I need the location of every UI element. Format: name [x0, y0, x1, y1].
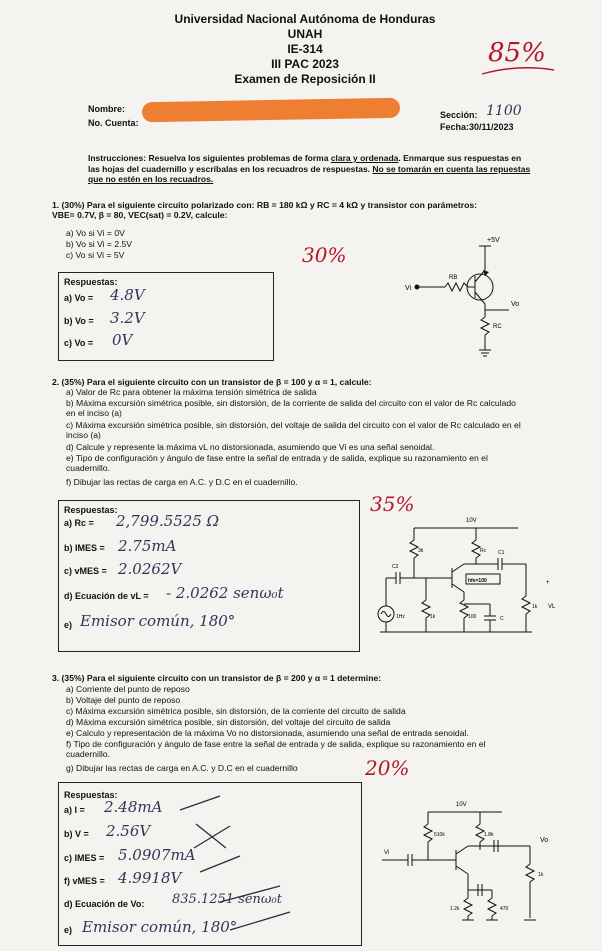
- q2-rl-label: 1k: [532, 604, 538, 610]
- date-label: Fecha:30/11/2023: [440, 122, 514, 132]
- q3-vo-label: Vo: [540, 837, 549, 844]
- q3-answer-c: 5.0907mA: [118, 846, 196, 864]
- q3-label-f: f) vMES =: [64, 876, 105, 886]
- q2-answer-c: 2.0262V: [118, 560, 182, 578]
- q2-vl-label: VL: [548, 604, 556, 610]
- q3-item-a: a) Corriente del punto de reposo: [66, 684, 190, 694]
- q1-item-b: b) Vo si Vi = 2.5V: [66, 239, 133, 249]
- q3-answer-f: 4.9918V: [118, 869, 182, 887]
- q3-vi-label: Vi: [384, 850, 390, 856]
- q3-title: 3. (35%) Para el siguiente circuito con un transistor de β = 200 y α = 1 determine:: [52, 673, 382, 683]
- q1-label-a: a) Vo =: [64, 293, 94, 303]
- q1-label-b: b) Vo =: [64, 316, 94, 326]
- q2-answer-d: - 2.0262 senω₀t: [166, 584, 284, 602]
- q2-item-c: c) Máxima excursión simétrica posible, sin distorsión, del voltaje de salida del circuito con el valor de Rc calculado en el inciso (a): [66, 420, 521, 441]
- redaction-mark: [142, 98, 400, 122]
- q2-label-b: b) IMES =: [64, 543, 105, 553]
- q2-re-label: 100: [468, 614, 477, 620]
- section-value: 1100: [486, 103, 522, 119]
- q2-c1-label: C1: [498, 550, 505, 556]
- q3-answer-a: 2.48mA: [104, 798, 163, 816]
- university-title: Universidad Nacional Autónoma de Honduras: [174, 12, 436, 26]
- q2-label-d: d) Ecuación de vL =: [64, 591, 149, 601]
- q3-item-e: e) Calculo y representación de la máxima Vo no distorsionada, asumiendo una señal de entrada senoidal.: [66, 728, 469, 738]
- q3-label-d: d) Ecuación de Vo:: [64, 899, 145, 909]
- q1-rb-label: RB: [449, 275, 458, 281]
- q3-label-a: a) I =: [64, 805, 85, 815]
- instructions: Instrucciones: Resuelva los siguientes problemas de forma clara y ordenada. Enmarque sus respuestas en las hojas del cuadernillo y escríbalas en los recuadros de respuestas. No se tomarán en cuenta las repuestas que no estén en los recuadros.: [88, 153, 531, 184]
- q1-item-c: c) Vo si Vi = 5V: [66, 250, 125, 260]
- exam-title: Examen de Reposición II: [234, 72, 376, 86]
- period-label: III PAC 2023: [271, 57, 339, 71]
- q1-supply-label: +5V: [487, 237, 500, 244]
- q3-item-c: c) Máxima excursión simétrica posible, sin distorsión, de la corriente del circuito de salida: [66, 706, 406, 716]
- q3-rc-label: 1.8k: [484, 832, 494, 838]
- q2-item-b: b) Máxima excursión simétrica posible, sin distorsión, de la corriente de salida del circuito con el valor de Rc calculado en el inciso (a): [66, 398, 516, 419]
- q1-answer-c: 0V: [112, 331, 133, 349]
- q3-answer-e: Emisor común, 180°: [82, 918, 238, 936]
- q1-answers-title: Respuestas:: [64, 277, 118, 287]
- section-label: Sección:: [440, 110, 478, 120]
- q2-answer-a: 2,799.5525 Ω: [116, 512, 220, 530]
- course-code: IE-314: [287, 42, 323, 56]
- q3-label-e: e): [64, 925, 73, 935]
- q1-circuit: [405, 232, 545, 362]
- q1-label-c: c) Vo =: [64, 338, 94, 348]
- q3-label-c: c) IMES =: [64, 853, 105, 863]
- q3-answer-d: 835.1251 senω₀t: [172, 892, 282, 907]
- q2-answers-title: Respuestas:: [64, 505, 118, 515]
- q1-rc-label: RC: [493, 324, 502, 330]
- q2-c2-label: C2: [392, 564, 399, 570]
- q2-rc-label: Rc: [480, 548, 487, 554]
- grading-marks: [160, 790, 340, 940]
- q3-vcc-label: 10V: [456, 802, 467, 808]
- q2-item-f: f) Dibujar las rectas de carga en A.C. y D.C en el cuadernillo.: [66, 477, 298, 487]
- q2-item-a: a) Valor de Rc para obtener la máxima tensión simétrica de salida: [66, 387, 317, 397]
- q2-plus-label: +: [546, 580, 550, 586]
- q2-label-a: a) Rc =: [64, 518, 94, 528]
- q3-answers-title: Respuestas:: [64, 790, 118, 800]
- q2-ce-label: C: [500, 616, 504, 622]
- q2-score: 35%: [370, 492, 415, 516]
- q3-item-d: d) Máxima excursión simétrica posible, sin distorsión, del voltaje del circuito de salida: [66, 717, 391, 727]
- q1-vo-label: Vo: [511, 301, 520, 308]
- unah-label: UNAH: [287, 27, 323, 41]
- q3-rl-label: 1k: [538, 872, 544, 878]
- q2-title: 2. (35%) Para el siguiente circuito con un transistor de β = 100 y α = 1, calcule:: [52, 377, 372, 387]
- total-score: 85%: [488, 38, 546, 68]
- q3-re-label: 1.2k: [450, 906, 460, 912]
- q2-vcc-label: 10V: [466, 518, 477, 524]
- q3-label-b: b) V =: [64, 829, 89, 839]
- q2-label-e: e): [64, 620, 73, 630]
- q1-score: 30%: [302, 243, 347, 267]
- q1-vi-label: Vi: [405, 285, 412, 292]
- q2-circuit: [368, 508, 568, 638]
- q2-r1-label: 3k: [418, 548, 424, 554]
- q3-score: 20%: [365, 756, 410, 780]
- score-underline: [478, 62, 558, 82]
- q3-answer-b: 2.56V: [106, 822, 151, 840]
- name-label: Nombre:: [88, 104, 126, 114]
- q3-item-f: f) Tipo de configuración y ángulo de fase entre la señal de entrada y de salida, explique su razonamiento en el cuadernillo.: [66, 739, 486, 760]
- q2-label-c: c) vMES =: [64, 566, 107, 576]
- q2-answer-e: Emisor común, 180°: [80, 612, 236, 630]
- q1-answer-b: 3.2V: [110, 309, 145, 327]
- q2-r2-label: 1k: [430, 614, 436, 620]
- q2-src-label: 1Hz: [396, 614, 405, 620]
- q3-item-g: g) Dibujar las rectas de carga en A.C. y D.C en el cuadernillo: [66, 763, 298, 773]
- q3-r4-label: 470: [500, 906, 509, 912]
- q3-r1-label: 510k: [434, 832, 445, 838]
- q3-item-b: b) Voltaje del punto de reposo: [66, 695, 181, 705]
- q2-item-e: e) Tipo de configuración y ángulo de fase entre la señal de entrada y de salida, explique su razonamiento en el cuadernillo.: [66, 453, 488, 474]
- q1-title: 1. (30%) Para el siguiente circuito polarizado con: RB = 180 kΩ y RC = 4 kΩ y transistor con parámetros: VBE= 0.7V, β = 80, VEC(sat) = 0.2V, calcule:: [52, 200, 477, 221]
- q2-hfe-label: hfe=100: [468, 578, 487, 584]
- q2-item-d: d) Calcule y represente la máxima vL no distorsionada, asumiendo que Vi es una señal senoidal.: [66, 442, 435, 452]
- q2-answer-b: 2.75mA: [118, 537, 177, 555]
- q3-circuit: [372, 798, 572, 928]
- q1-answer-a: 4.8V: [110, 286, 145, 304]
- account-label: No. Cuenta:: [88, 118, 139, 128]
- q1-item-a: a) Vo si Vi = 0V: [66, 228, 125, 238]
